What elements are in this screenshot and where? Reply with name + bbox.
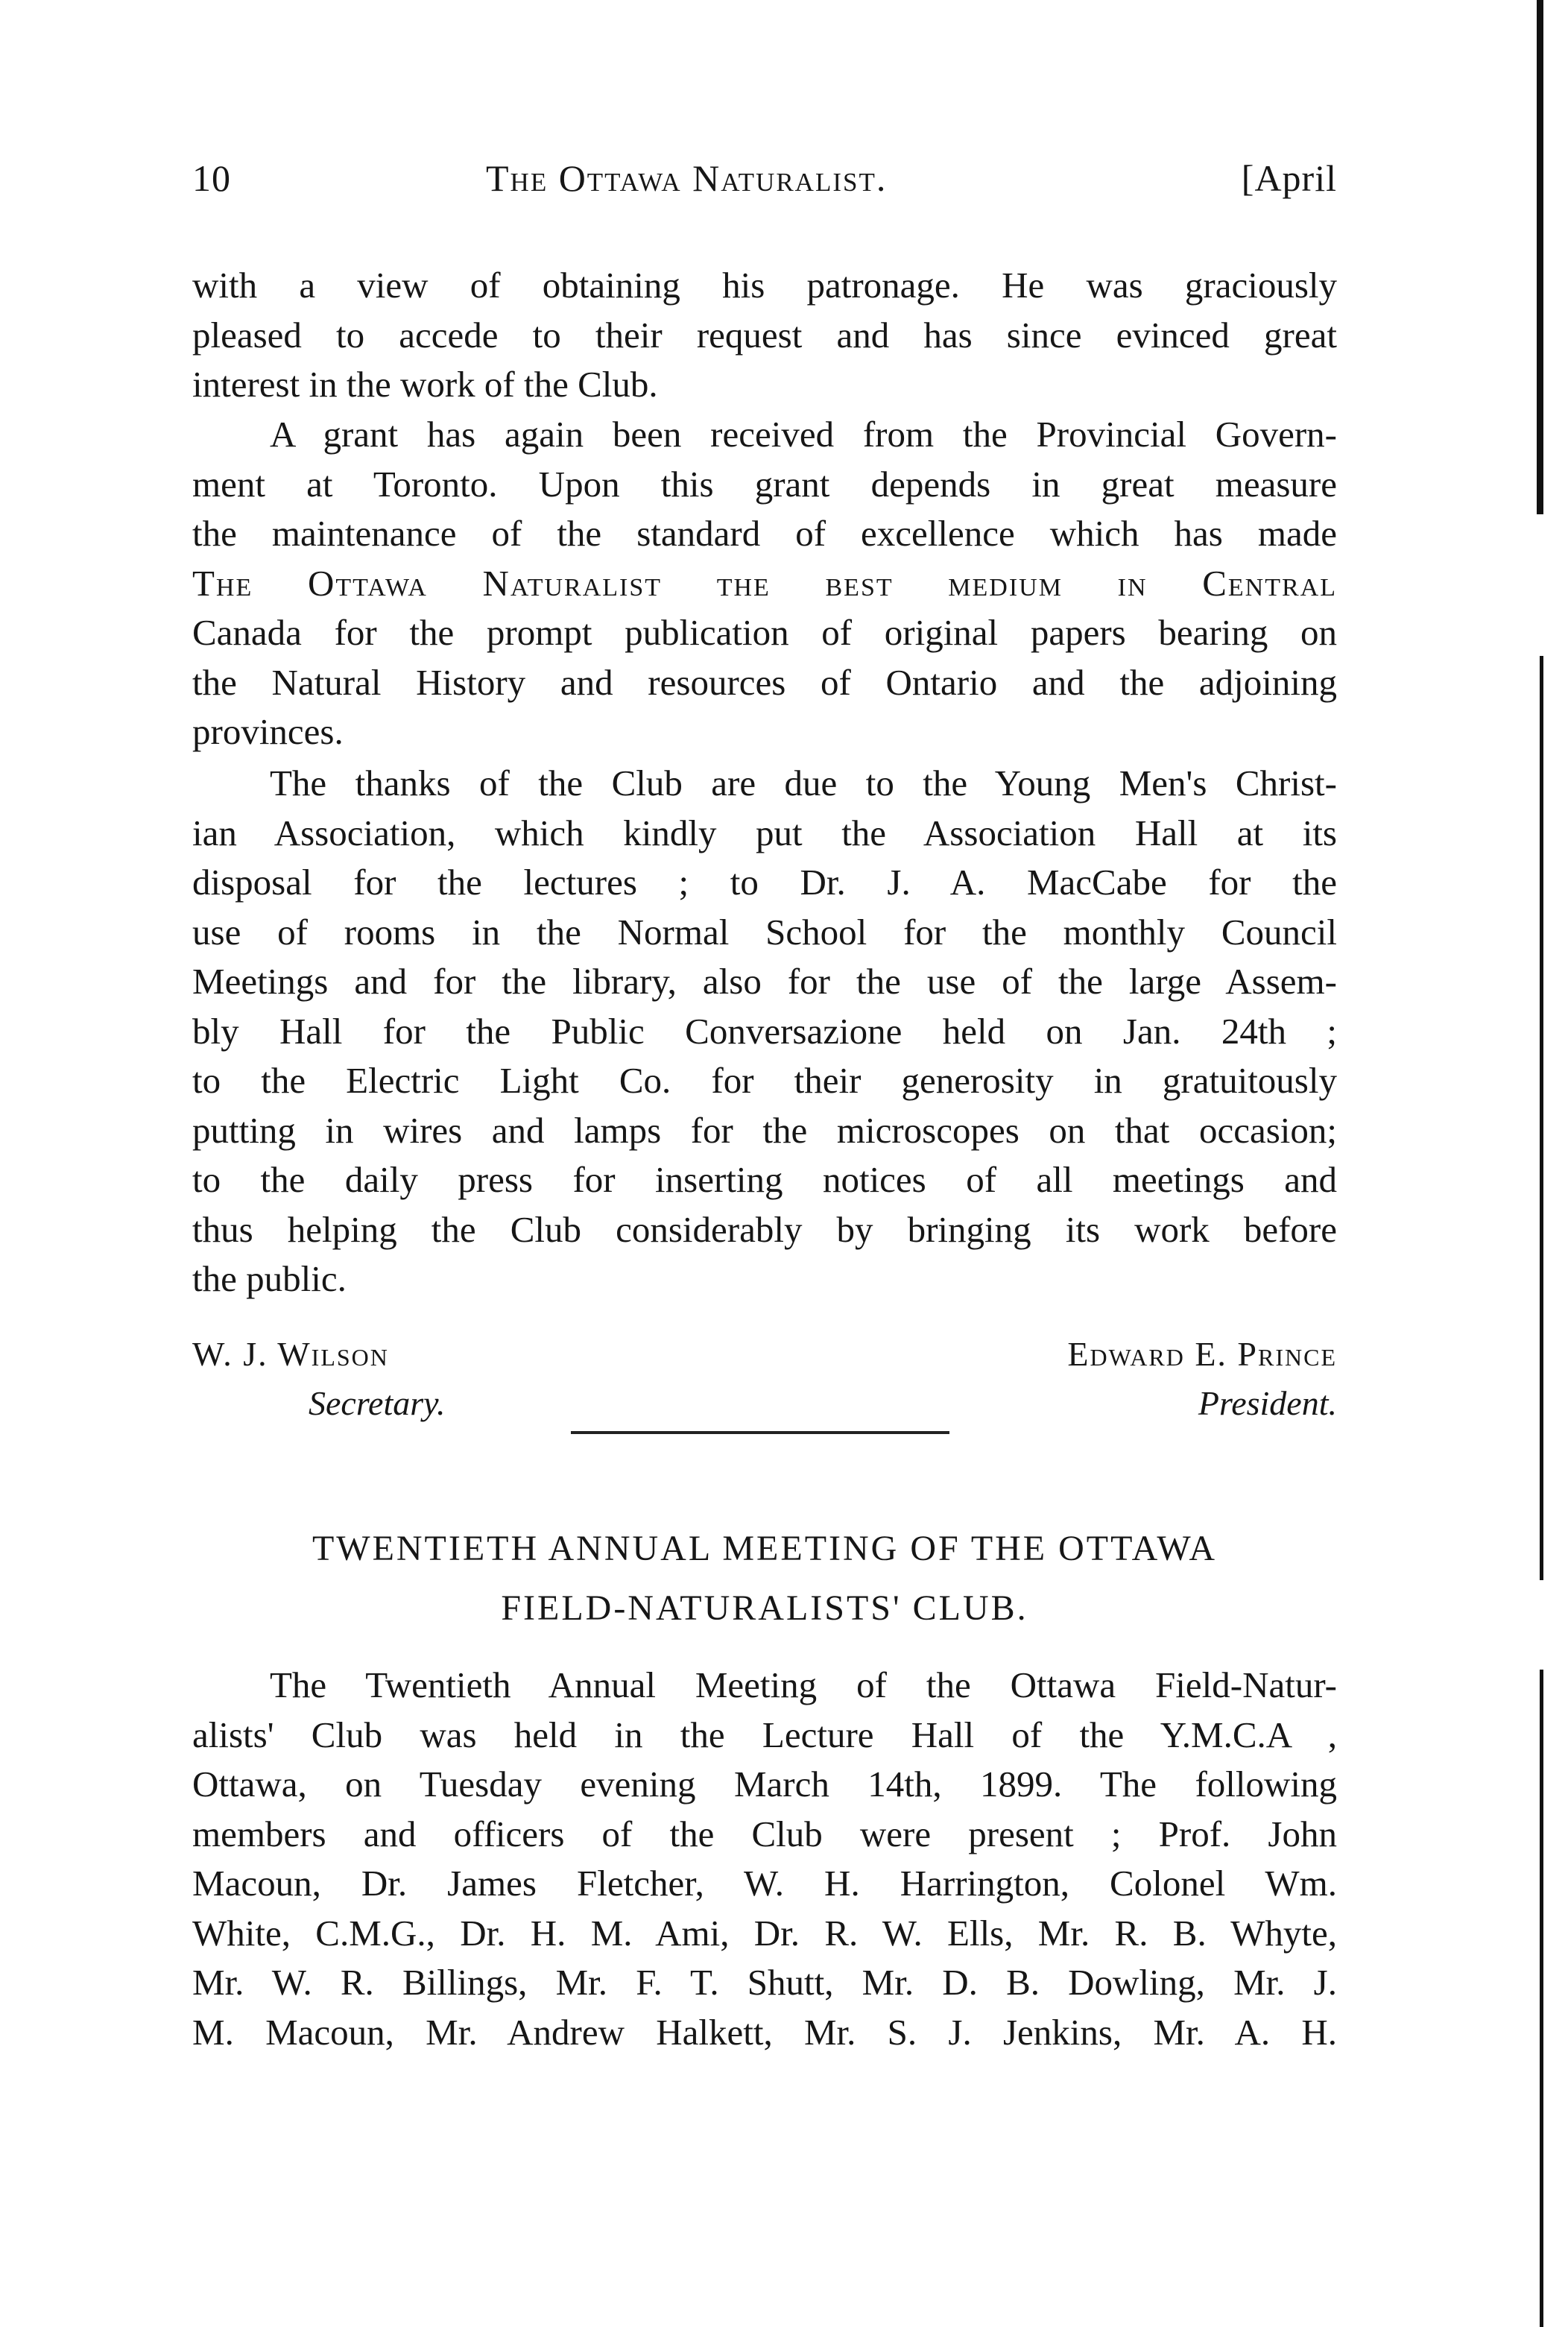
paragraph-1	[192, 261, 1337, 410]
text-line: ment at Toronto. Upon this grant depends in great measure	[192, 463, 1337, 505]
text-line: Mr. W. R. Billings, Mr. F. T. Shutt, Mr. D. B. Dowling, Mr. J.	[192, 1962, 1337, 2003]
text-line: Macoun, Dr. James Fletcher, W. H. Harrington, Colonel Wm.	[192, 1863, 1337, 1904]
text-line: Ottawa, on Tuesday evening March 14th, 1899. The following	[192, 1764, 1337, 1805]
paragraph-2	[192, 410, 1337, 757]
text-line: disposal for the lectures ; to Dr. J. A. MacCabe for the	[192, 862, 1337, 903]
text-line: White, C.M.G., Dr. H. M. Ami, Dr. R. W. Ells, Mr. R. B. Whyte,	[192, 1912, 1337, 1954]
journal-title: The Ottawa Naturalist.	[486, 157, 888, 199]
text-line: thus helping the Club considerably by bringing its work before	[192, 1208, 1337, 1250]
text-line: the Natural History and resources of Ontario and the adjoining	[192, 661, 1337, 703]
text-line: to the daily press for inserting notices of all meetings and	[192, 1159, 1337, 1200]
text-line: with a view of obtaining his patronage. He was graciously	[192, 265, 1337, 306]
scan-edge-line-bottom	[1540, 1670, 1543, 2327]
section-heading-line-1: TWENTIETH ANNUAL MEETING OF THE OTTAWA	[312, 1529, 1218, 1568]
text-line: M. Macoun, Mr. Andrew Halkett, Mr. S. J. Jenkins, Mr. A. H.	[192, 2011, 1337, 2053]
text-line: to the Electric Light Co. for their generosity in gratuitously	[192, 1060, 1337, 1101]
text-line: bly Hall for the Public Conversazione held on Jan. 24th ;	[192, 1010, 1337, 1052]
text-line: Canada for the prompt publication of original papers bearing on	[192, 612, 1337, 653]
president-name: Edward E. Prince	[1067, 1335, 1337, 1373]
text-line: A grant has again been received from the Provincial Govern-	[270, 414, 1337, 455]
section-heading-line-2: FIELD-NATURALISTS' CLUB.	[501, 1588, 1028, 1628]
secretary-title: Secretary.	[309, 1384, 446, 1422]
page-number: 10	[192, 157, 231, 199]
text-line: putting in wires and lamps for the microscopes on that occasion;	[192, 1109, 1337, 1151]
text-line: provinces.	[192, 711, 344, 752]
text-line: The Twentieth Annual Meeting of the Ottawa Field-Natur-	[270, 1664, 1337, 1705]
section-divider	[571, 1431, 949, 1434]
paragraph-4	[192, 1661, 1337, 2057]
paragraph-3	[192, 759, 1337, 1304]
text-line: ian Association, which kindly put the Association Hall at its	[192, 812, 1337, 853]
text-line: the maintenance of the standard of excellence which has made	[192, 513, 1337, 554]
text-line: alists' Club was held in the Lecture Hall of the Y.M.C.A ,	[192, 1714, 1337, 1755]
text-line: members and officers of the Club were present ; Prof. John	[192, 1813, 1337, 1854]
text-line: interest in the work of the Club.	[192, 364, 658, 405]
secretary-name: W. J. Wilson	[192, 1335, 389, 1373]
scan-edge-line-top	[1537, 0, 1543, 514]
text-line: pleased to accede to their request and has since evinced great	[192, 314, 1337, 356]
issue-month: [April	[1241, 157, 1337, 199]
text-line: The thanks of the Club are due to the Young Men's Christ-	[270, 762, 1337, 803]
text-line: the public.	[192, 1258, 347, 1299]
running-header	[192, 157, 1337, 216]
scan-edge-line-middle	[1540, 656, 1543, 1580]
text-line: Meetings and for the library, also for the use of the large Assem-	[192, 961, 1337, 1002]
president-title: President.	[1198, 1384, 1337, 1422]
text-line: The Ottawa Naturalist the best medium in Central	[192, 562, 1337, 604]
text-line: use of rooms in the Normal School for the monthly Council	[192, 911, 1337, 953]
